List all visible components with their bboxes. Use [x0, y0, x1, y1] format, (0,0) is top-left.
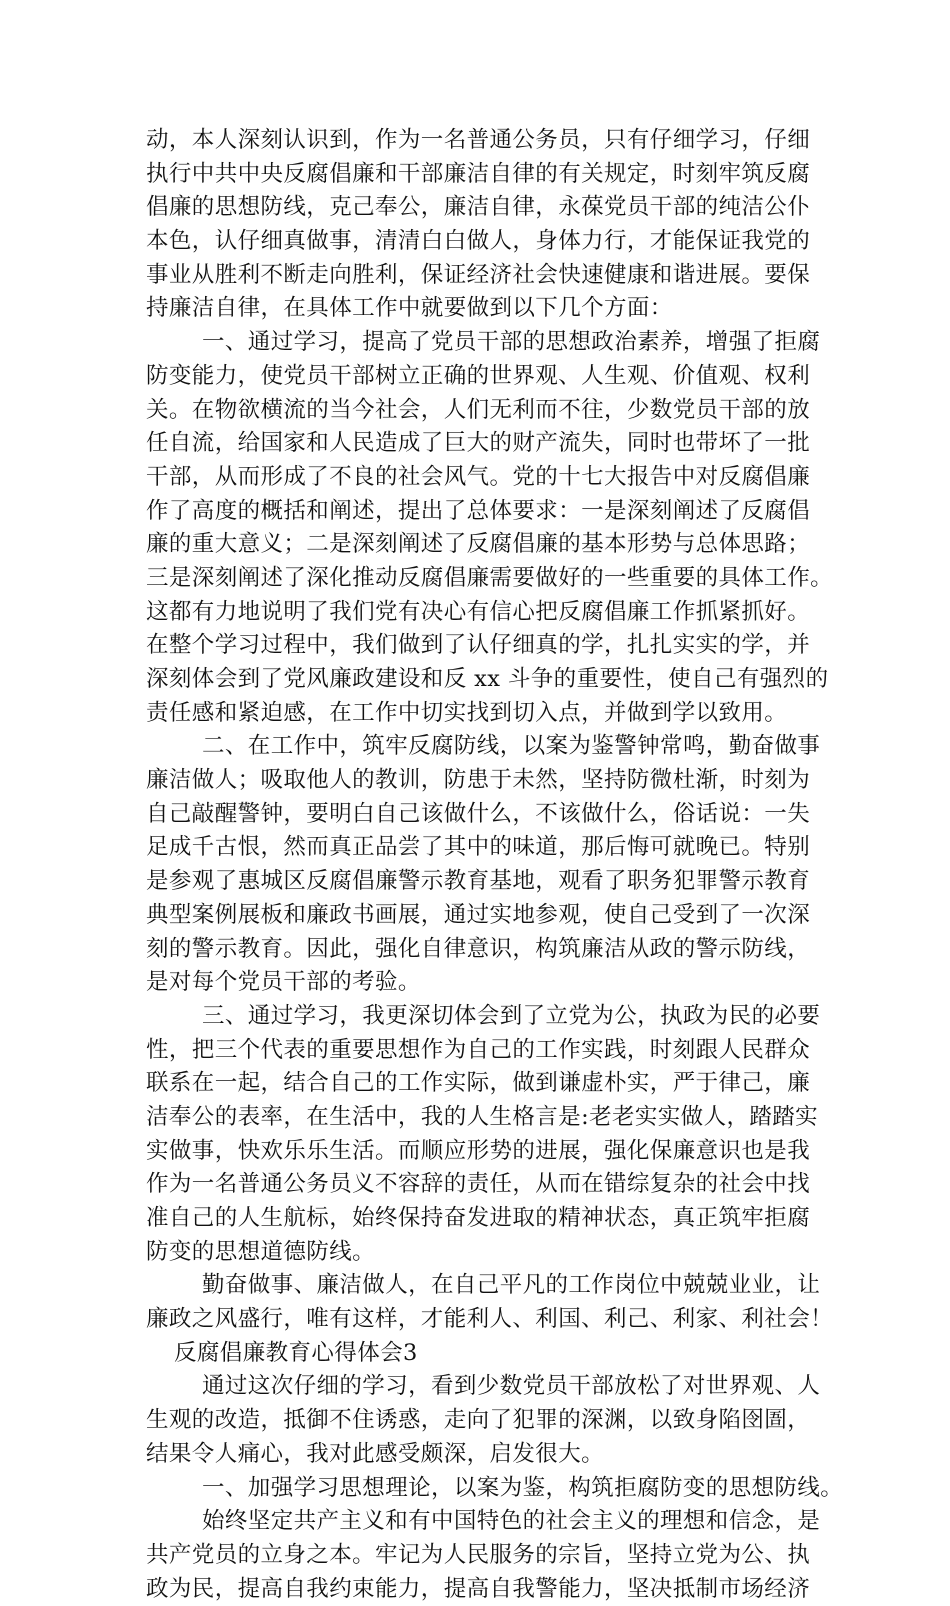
text-line: 共产党员的立身之本。牢记为人民服务的宗旨，坚持立党为公、执 — [146, 1541, 811, 1568]
text-line: 实做事，快欢乐乐生活。而顺应形势的进展，强化保廉意识也是我 — [146, 1137, 811, 1164]
text-line: 自己敲醒警钟，要明白自己该做什么，不该做什么，俗话说：一失 — [146, 800, 811, 827]
text-line: 联系在一起，结合自己的工作实际，做到谦虚朴实，严于律己，廉 — [146, 1070, 811, 1097]
text-line: 是参观了惠城区反腐倡廉警示教育基地，观看了职务犯罪警示教育 — [146, 868, 811, 895]
text-line: 二、在工作中，筑牢反腐防线，以案为鉴警钟常鸣，勤奋做事 — [202, 733, 821, 760]
text-line: 典型案例展板和廉政书画展，通过实地参观，使自己受到了一次深 — [146, 901, 811, 928]
text-line: 作了高度的概括和阐述，提出了总体要求：一是深刻阐述了反腐倡 — [146, 497, 811, 524]
text-line: 这都有力地说明了我们党有决心有信心把反腐倡廉工作抓紧抓好。 — [146, 598, 811, 625]
text-line: 在整个学习过程中，我们做到了认仔细真的学，扎扎实实的学，并 — [146, 632, 811, 659]
text-line: 是对每个党员干部的考验。 — [146, 969, 421, 996]
text-line: 事业从胜利不断走向胜利，保证经济社会快速健康和谐进展。要保 — [146, 261, 811, 288]
text-line: 一、加强学习思想理论，以案为鉴，构筑拒腐防变的思想防线。 — [202, 1474, 844, 1501]
text-line: 倡廉的思想防线，克己奉公，廉洁自律，永葆党员干部的纯洁公仆 — [146, 194, 811, 221]
text-line: 廉政之风盛行，唯有这样，才能利人、利国、利己、利家、利社会！ — [146, 1306, 834, 1333]
text-line: 深刻体会到了党风廉政建设和反 xx 斗争的重要性，使自己有强烈的 — [146, 666, 829, 692]
text-line: 防变的思想道德防线。 — [146, 1238, 376, 1265]
text-line: 结果令人痛心，我对此感受颇深，启发很大。 — [146, 1440, 605, 1467]
text-line: 责任感和紧迫感，在工作中切实找到切入点，并做到学以致用。 — [146, 699, 788, 726]
text-line: 勤奋做事、廉洁做人，在自己平凡的工作岗位中兢兢业业，让 — [202, 1272, 821, 1299]
text-line: 刻的警示教育。因此，强化自律意识，构筑廉洁从政的警示防线， — [146, 935, 811, 962]
text-line: 性，把三个代表的重要思想作为自己的工作实践，时刻跟人民群众 — [146, 1036, 811, 1063]
document-body — [146, 124, 844, 1606]
text-line: 一、通过学习，提高了党员干部的思想政治素养，增强了拒腐 — [202, 329, 821, 356]
text-line: 三、通过学习，我更深切体会到了立党为公，执政为民的必要 — [202, 1002, 821, 1029]
text-line: 干部，从而形成了不良的社会风气。党的十七大报告中对反腐倡廉 — [146, 463, 811, 490]
text-line: 执行中共中央反腐倡廉和干部廉洁自律的有关规定，时刻牢筑反腐 — [146, 160, 811, 187]
text-line: 廉洁做人；吸取他人的教训，防患于未然，坚持防微杜渐，时刻为 — [146, 767, 811, 794]
text-line: 本色，认仔细真做事，清清白白做人，身体力行，才能保证我党的 — [146, 228, 811, 255]
text-line: 准自己的人生航标，始终保持奋发进取的精神状态，真正筑牢拒腐 — [146, 1205, 811, 1231]
text-line: 持廉洁自律，在具体工作中就要做到以下几个方面： — [146, 295, 673, 322]
text-line: 关。在物欲横流的当今社会，人们无利而不往，少数党员干部的放 — [146, 396, 811, 423]
text-line: 洁奉公的表率，在生活中，我的人生格言是:老老实实做人，踏踏实 — [146, 1103, 819, 1130]
text-line: 任自流，给国家和人民造成了巨大的财产流失，同时也带坏了一批 — [146, 430, 811, 457]
text-line: 防变能力，使党员干部树立正确的世界观、人生观、价值观、权利 — [146, 362, 811, 389]
text-line: 廉的重大意义；二是深刻阐述了反腐倡廉的基本形势与总体思路； — [146, 531, 811, 558]
text-line: 足成千古恨，然而真正品尝了其中的味道，那后悔可就晚已。特别 — [146, 834, 811, 861]
text-line: 三是深刻阐述了深化推动反腐倡廉需要做好的一些重要的具体工作。 — [146, 564, 834, 591]
text-line: 作为一名普通公务员义不容辞的责任，从而在错综复杂的社会中找 — [146, 1171, 811, 1198]
text-line: 生观的改造，抵御不住诱惑，走向了犯罪的深渊，以致身陷囹圄， — [146, 1407, 811, 1434]
text-line: 动，本人深刻认识到，作为一名普通公务员，只有仔细学习，仔细 — [146, 127, 811, 153]
text-line: 政为民，提高自我约束能力，提高自我警能力，坚决抵制市场经济 — [146, 1575, 811, 1602]
section-heading: 反腐倡廉教育心得体会3 — [174, 1339, 418, 1366]
text-line: 通过这次仔细的学习，看到少数党员干部放松了对世界观、人 — [202, 1373, 821, 1400]
text-line: 始终坚定共产主义和有中国特色的社会主义的理想和信念，是 — [202, 1508, 821, 1535]
